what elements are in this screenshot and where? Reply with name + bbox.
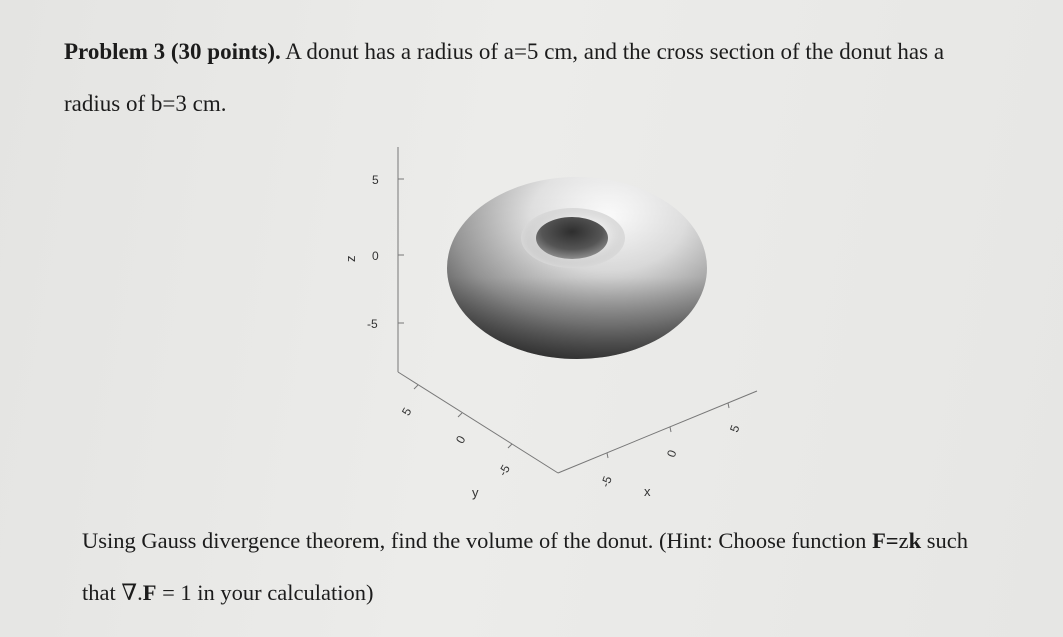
z-tick-label-0: 0 (372, 249, 379, 263)
x-tick-label-0: 0 (664, 448, 680, 460)
torus-shading (447, 177, 707, 359)
problem-heading: Problem 3 (30 points). (64, 39, 281, 64)
z-tick-label-minus5: -5 (367, 317, 378, 331)
y-tick-label-5: 5 (398, 405, 415, 418)
question-text-2: such (921, 528, 969, 553)
a-value: a=5 (503, 39, 539, 64)
x-tick-0 (670, 427, 671, 432)
x-tick-5 (728, 403, 729, 408)
x-axis-line (558, 391, 757, 473)
problem-text-3: radius of (64, 91, 151, 116)
y-axis-line (398, 372, 558, 473)
problem-text-2: cm, and the cross section of the donut has a (538, 39, 945, 64)
question-text-4: in your calculation) (191, 580, 374, 605)
problem-text-1: A donut has a radius of (280, 39, 504, 64)
x-tick-label-5: 5 (727, 423, 743, 435)
question-text-3: that (82, 580, 122, 605)
b-value: b=3 (150, 91, 187, 116)
y-tick-label-minus5: -5 (495, 462, 513, 479)
y-tick-5 (414, 385, 418, 389)
k-unit-vector: k (908, 528, 922, 553)
question-text-1: Using Gauss divergence theorem, find the volume of the donut. (Hint: Choose function (82, 528, 873, 553)
x-tick-minus5 (607, 453, 608, 458)
F-equals: F= (872, 528, 899, 553)
question-line-2 (82, 582, 374, 605)
z-axis-label: z (343, 255, 358, 262)
equals-one: = 1 (156, 580, 192, 605)
y-tick-0 (458, 413, 462, 417)
x-axis-label: x (644, 484, 651, 499)
question-line-1 (82, 530, 1047, 553)
torus-hole (536, 217, 608, 259)
z-tick-label-5: 5 (372, 173, 379, 187)
y-tick-minus5 (508, 444, 512, 448)
torus-shape (447, 177, 707, 359)
nabla-dot: ∇. (121, 580, 143, 605)
x-tick-label-minus5: -5 (598, 474, 615, 489)
problem-text-4: cm. (186, 91, 227, 116)
y-tick-label-0: 0 (452, 433, 469, 446)
z-var: z (898, 528, 909, 553)
y-axis-label: y (472, 485, 479, 500)
F-vector: F (142, 580, 157, 605)
